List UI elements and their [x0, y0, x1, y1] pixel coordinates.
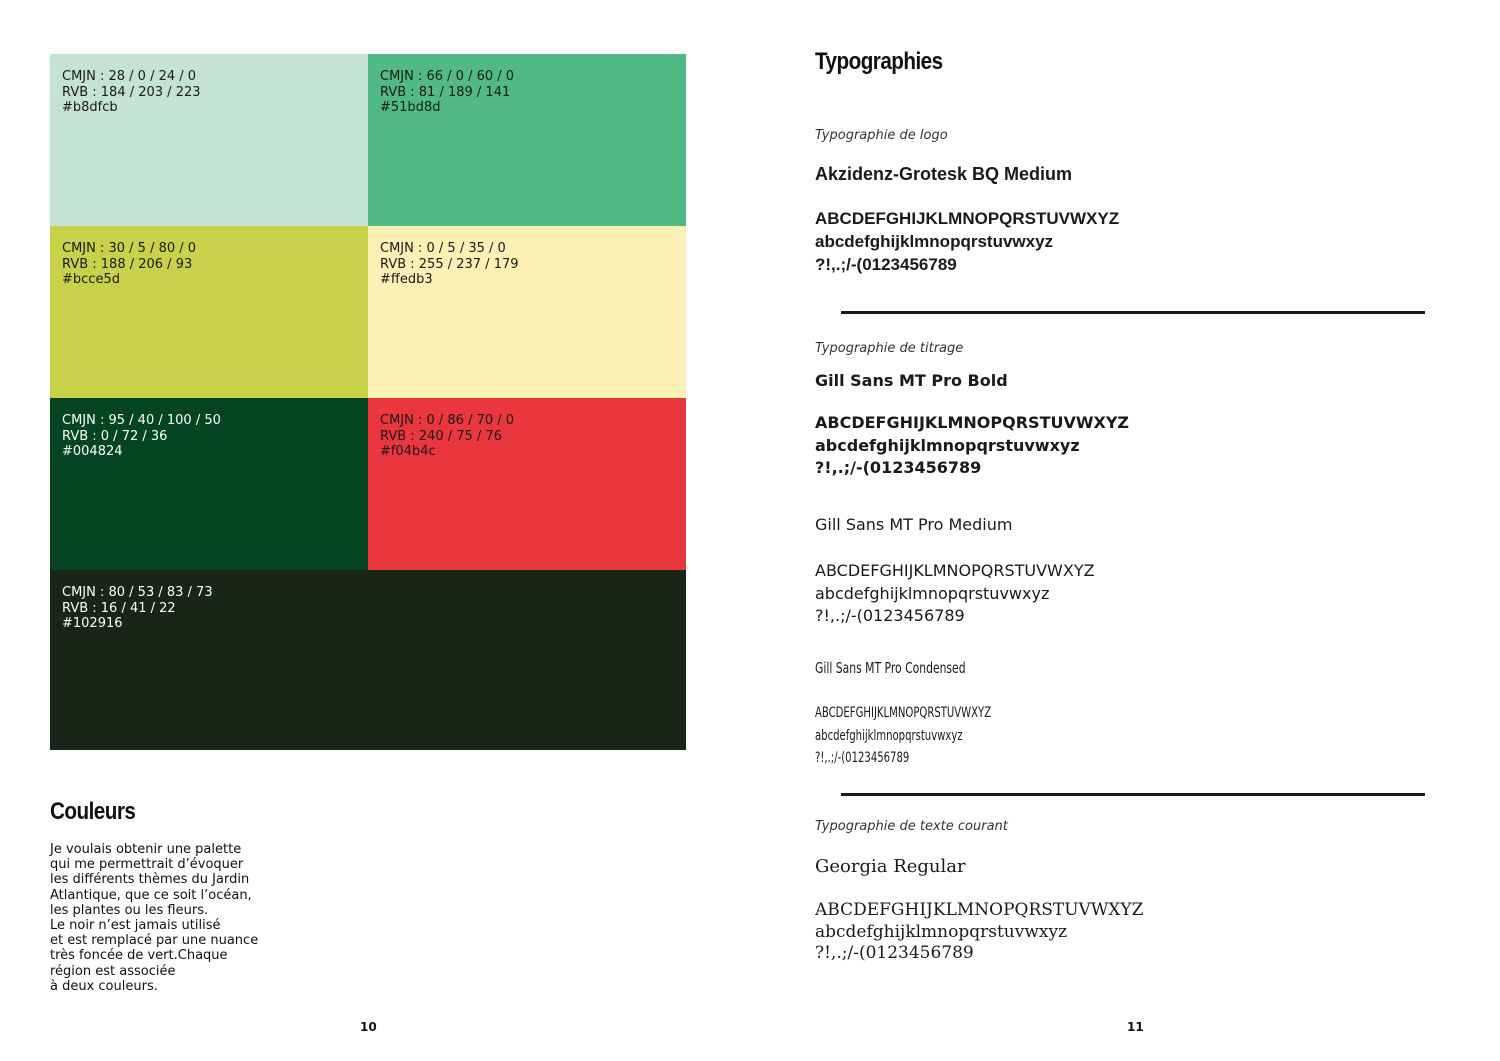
swatch-rvb: RVB : 188 / 206 / 93 — [62, 256, 193, 272]
georgia-uppercase: ABCDEFGHIJKLMNOPQRSTUVWXYZ — [815, 900, 1144, 920]
gill-bold-lowercase: abcdefghijklmnopqrstuvwxyz — [815, 436, 1080, 455]
swatch-rvb: RVB : 0 / 72 / 36 — [62, 428, 168, 444]
color-swatch — [50, 226, 368, 398]
color-swatch — [50, 54, 368, 226]
swatch-cmjn: CMJN : 95 / 40 / 100 / 50 — [62, 413, 221, 428]
swatch-cmjn: CMJN : 80 / 53 / 83 / 73 — [62, 585, 213, 600]
color-swatch — [50, 398, 368, 570]
divider — [841, 311, 1425, 314]
color-swatch — [50, 570, 686, 750]
description-line: qui me permettrait d’évoquer — [50, 857, 244, 873]
color-swatch — [368, 398, 686, 570]
color-swatch — [368, 54, 686, 226]
georgia-lowercase: abcdefghijklmnopqrstuvwxyz — [815, 922, 1068, 942]
swatch-cmjn: CMJN : 0 / 86 / 70 / 0 — [380, 413, 515, 428]
swatch-hex: #f04b4c — [380, 444, 436, 459]
logo-font-characters: ?!,.;/-(0123456789 — [815, 255, 957, 274]
description-line: les plantes ou les fleurs. — [50, 902, 209, 918]
swatch-hex: #004824 — [62, 444, 123, 459]
divider — [841, 793, 1425, 796]
gill-medium-uppercase: ABCDEFGHIJKLMNOPQRSTUVWXYZ — [815, 561, 1095, 580]
swatch-rvb: RVB : 184 / 203 / 223 — [62, 84, 201, 100]
logo-font-label: Typographie de logo — [815, 128, 948, 143]
description-line: et est remplacé par une nuance — [50, 933, 259, 949]
swatch-rvb: RVB : 16 / 41 / 22 — [62, 600, 176, 616]
gill-bold-characters: ?!,.;/-(0123456789 — [815, 458, 982, 477]
swatch-rvb: RVB : 240 / 75 / 76 — [380, 428, 502, 444]
georgia-name: Georgia Regular — [815, 856, 966, 877]
page-number-left: 10 — [360, 1020, 377, 1034]
courant-font-label: Typographie de texte courant — [815, 819, 1008, 834]
description-line: Je voulais obtenir une palette — [50, 842, 242, 857]
page-number-right: 11 — [1127, 1020, 1144, 1034]
gill-condensed-name: Gill Sans MT Pro Condensed — [815, 659, 966, 677]
swatch-rvb: RVB : 81 / 189 / 141 — [380, 84, 511, 100]
description-line: très foncée de vert.Chaque — [50, 948, 228, 964]
swatch-cmjn: CMJN : 30 / 5 / 80 / 0 — [62, 241, 197, 256]
gill-bold-name: Gill Sans MT Pro Bold — [815, 371, 1008, 390]
swatch-rvb: RVB : 255 / 237 / 179 — [380, 256, 519, 272]
georgia-characters: ?!,.;/-(0123456789 — [815, 943, 974, 963]
swatch-cmjn: CMJN : 66 / 0 / 60 / 0 — [380, 69, 515, 84]
description-line: à deux couleurs. — [50, 978, 158, 994]
color-swatch — [368, 226, 686, 398]
description-line: Le noir n’est jamais utilisé — [50, 918, 221, 934]
gill-condensed-characters: ?!,.;/-(0123456789 — [815, 750, 910, 766]
titrage-font-label: Typographie de titrage — [815, 341, 964, 356]
gill-medium-name: Gill Sans MT Pro Medium — [815, 515, 1013, 534]
couleurs-description — [50, 842, 310, 994]
description-line: les différents thèmes du Jardin — [50, 872, 250, 888]
gill-medium-lowercase: abcdefghijklmnopqrstuvwxyz — [815, 584, 1050, 603]
logo-font-name: Akzidenz-Grotesk BQ Medium — [815, 164, 1073, 184]
swatch-cmjn: CMJN : 0 / 5 / 35 / 0 — [380, 241, 506, 256]
swatch-cmjn: CMJN : 28 / 0 / 24 / 0 — [62, 69, 197, 84]
description-line: Atlantique, que ce soit l’océan, — [50, 887, 252, 903]
swatch-hex: #b8dfcb — [62, 100, 118, 115]
swatch-hex: #51bd8d — [380, 100, 441, 115]
gill-condensed-uppercase: ABCDEFGHIJKLMNOPQRSTUVWXYZ — [815, 705, 992, 721]
swatch-hex: #ffedb3 — [380, 272, 433, 287]
swatch-hex: #102916 — [62, 616, 123, 631]
gill-medium-characters: ?!,.;/-(0123456789 — [815, 606, 965, 625]
logo-font-lowercase: abcdefghijklmnopqrstuvwxyz — [815, 232, 1054, 251]
logo-font-uppercase: ABCDEFGHIJKLMNOPQRSTUVWXYZ — [815, 209, 1120, 228]
swatch-hex: #bcce5d — [62, 272, 120, 287]
gill-bold-uppercase: ABCDEFGHIJKLMNOPQRSTUVWXYZ — [815, 413, 1130, 432]
section-title-typographies: Typographies — [815, 48, 943, 75]
gill-condensed-lowercase: abcdefghijklmnopqrstuvwxyz — [815, 728, 963, 744]
description-line: région est associée — [50, 963, 176, 979]
section-title-couleurs: Couleurs — [50, 798, 136, 825]
